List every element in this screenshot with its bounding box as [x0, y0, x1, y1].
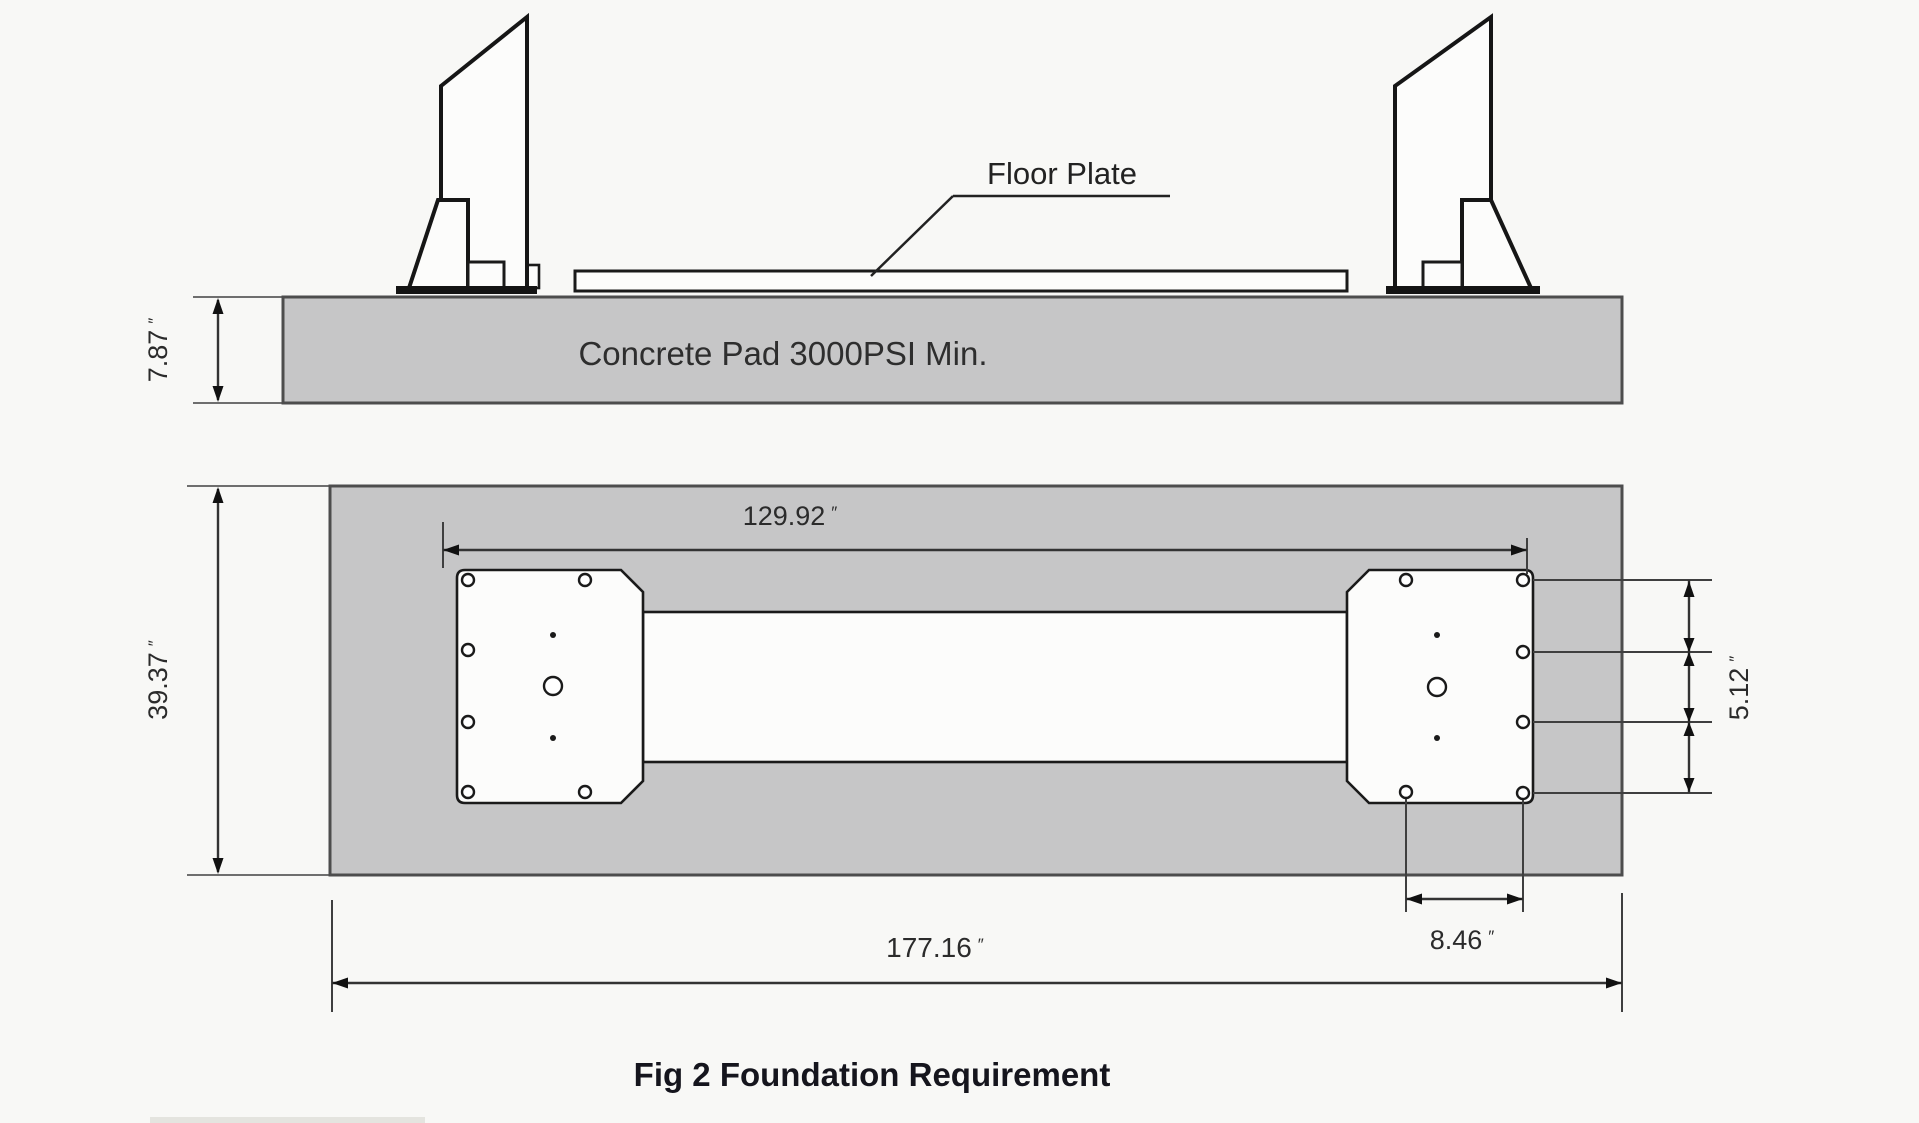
left-post-baseplate [396, 286, 537, 294]
concrete-pad-label: Concrete Pad 3000PSI Min. [578, 335, 988, 372]
dimension-pad-thickness [143, 297, 290, 403]
right-base-plate [1347, 570, 1533, 803]
anchor-column-spacing-dimension: 8.46 ″ [1429, 925, 1495, 955]
side-view [143, 17, 1622, 403]
baseplate-span-dimension: 129.92 ″ [742, 501, 838, 531]
dimension-pad-length [332, 893, 1622, 1012]
right-post-gusset [1462, 200, 1531, 288]
pad-thickness-dimension: 7.87″ [143, 317, 173, 383]
left-post [396, 17, 537, 294]
cutoff-text-sliver [150, 1117, 425, 1123]
pad-length-dimension: 177.16 ″ [886, 932, 984, 963]
floor-plate-callout [871, 156, 1170, 276]
figure-caption: Fig 2 Foundation Requirement [633, 1056, 1111, 1093]
pad-width-dimension: 39.37″ [143, 640, 173, 720]
floor-plate-label: Floor Plate [987, 156, 1137, 191]
runway-band [643, 612, 1347, 762]
plan-view [143, 486, 1754, 1012]
right-post-baseplate [1386, 286, 1540, 294]
floor-plate [575, 271, 1347, 291]
dimension-pad-width [143, 486, 329, 875]
anchor-row-spacing-dimension: 5.12″ [1724, 655, 1754, 721]
left-post-gusset [409, 200, 468, 288]
left-post-step [468, 262, 504, 288]
right-post-step [1423, 262, 1462, 288]
right-post [1386, 17, 1540, 294]
left-base-plate [457, 570, 643, 803]
